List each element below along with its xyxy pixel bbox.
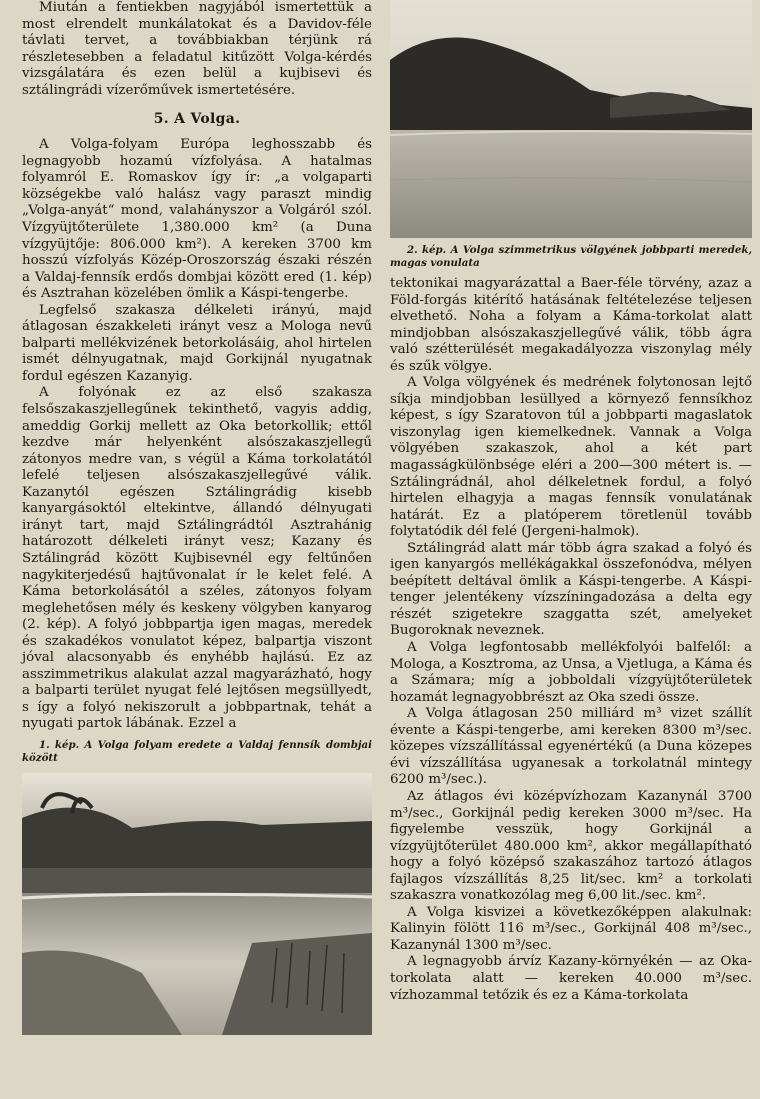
paragraph-tectonic: tektonikai magyarázattal a Baer-féle törvény, azaz a Föld-forgás kitérítő hatásának feltételezése teljesen elvethető. Noha a folyam a Káma-torkolat alatt mindjobban alsószakaszjellegűvé válik, több ágra való szétterülését megakadályozza viszonylag mély és szűk völgye. [390,276,752,374]
photo-volga-right-bank-image [390,0,752,238]
paragraph-volga-overview: A Volga-folyam Európa leghosszabb és legnagyobb hozamú vízfolyása. A hatalmas folyamról E. Romaskov így ír: „a volgaparti községekbe való halász vagy paraszt mindig „Volga-anyát“ mond, valahányszor a Volgáról szól. Vízgyüjtőterülete 1,380.000 km² (a Duna vízgyüjtője: 806.000 km²). A kereken 3700 km hosszú vízfolyás Közép-Oroszország északi részén a Valdaj-fennsík erdős dombjai között ered (1. kép) és Asztrahan közelében ömlik a Káspi-tengerbe. [22,137,372,302]
paragraph-river-sections: A folyónak ez az első szakasza felsőszakaszjellegűnek tekinthető, vagyis addig, ameddig Gorkij mellett az Oka betorkollik; ettől kezdve már helyenként alsószakaszjellegű zátonyos medre van, s végül a Káma torkolatától lefelé teljesen alsószakaszjellegűvé válik. Kazanytól egészen Sztálingrádig kisebb kanyargásoktól eltekintve, állandó délnyugati irányt tart, majd Sztálingrádtól Asztrahánig határozott délkeleti irányt vesz; Kazany és Sztálingrád között Kujbisevnél egy feltűnően nagykiterjedésű hajtűvonalat ír le kelet felé. A Káma betorkolásától a széles, zátonyos folyam meglehetősen mély és keskeny völgyben kanyarog (2. kép). A folyó jobbpartja igen magas, meredek és szakadékos vonulatot képez, balpartja viszont jóval alacsonyabb és enyhébb hajlású. Ez az asszimmetrikus alakulat azzal magyarázható, hogy a balparti terület nyugat felé lejtősen megsüllyedt, s így a folyó nekiszorult a jobbpartnak, tehát a nyugati partok lábának. Ezzel a [22,385,372,732]
paragraph-flood: A legnagyobb árvíz Kazany-környékén — az Oka-torkolata alatt — kereken 40.000 m³/sec. vízhozammal tetőzik és ez a Káma-torkolata [390,954,752,1003]
left-column [22,0,372,1035]
paragraph-discharge: A Volga átlagosan 250 milliárd m³ vizet szállít évente a Káspi-tengerbe, ami kereken 8300 m³/sec. közepes vízszállítással egyenértékű (a Duna közepes évi vízszállítása ugyanesak a torkolatnál mintegy 6200 m³/sec.). [390,706,752,788]
paragraph-valley-slope: A Volga völgyének és medrének folytonosan lejtő síkja mindjobban lesüllyed a környező fennsíkhoz képest, s így Szaratovon túl a jobbparti magaslatok viszonylag igen kiemelkednek. Vannak a Volga völgyében szakaszok, ahol a két part magasságkülönbsége eléri a 200—300 métert is. — Sztálingrádnál, ahol délkeletnek fordul, a folyó hirtelen elhagyja a magas fennsík vonulatának határát. Ez a platóperem töretlenül tovább folytatódik dél felé (Jergeni-halmok). [390,375,752,540]
photo-2-caption: 2. kép. A Volga szimmetrikus völgyének jobbparti meredek, magas vonulata [390,244,752,269]
paragraph-tributaries: A Volga legfontosabb mellékfolyói balfelől: a Mologa, a Kosztroma, az Unsa, a Vjetluga, a Káma és a Számara; míg a jobboldali vízgyüjtőterületek hozamát legnagyobbrészt az Oka szedi össze. [390,640,752,705]
photo-volga-right-bank [390,0,752,238]
paragraph-low-water: A Volga kisvizei a következőképpen alakulnak: Kalinyin fölött 116 m³/sec., Gorkijnál 408 m³/sec., Kazanynál 1300 m³/sec. [390,904,752,953]
paragraph-mean-flow: Az átlagos évi középvízhozam Kazanynál 3700 m³/sec., Gorkijnál pedig kereken 3000 m³/sec. Ha figyelembe vesszük, hogy Gorkijnál a vízgyüjtőterület 480.000 km², akkor megállapítható hogy a folyó középső szakaszához tartozó átlagos fajlagos vízszállítás 8,25 lit/sec. km² a torkolati szakaszra vonatkozólag meg 6,00 lit./sec. km². [390,788,752,904]
paragraph-delta: Sztálingrád alatt már több ágra szakad a folyó és igen kanyargós mellékágakkal összefonódva, mélyen beépített deltával ömlik a Káspi-tengerbe. A Káspi-tenger jelentékeny vízszíningadozása a delta egy részét szigetekre szaggatta szét, amelyeket Bugoroknak neveznek. [390,540,752,639]
photo-1-caption: 1. kép. A Volga folyam eredete a Valdaj fennsík dombjai között [22,738,372,764]
intro-paragraph: Miután a fentiekben nagyjából ismertettük a most elrendelt munkálatokat és a Davidov-féle távlati tervet, a továbbiakban térjünk rá részletesebben a feladatul kitűzött Volga-kérdés vizsgálatára és ezen belül a kujbisevi és sztálingrádi vízerőművek ismertetésére. [22,0,372,98]
paragraph-upper-course: Legfelső szakasza délkeleti irányú, majd átlagosan északkeleti irányt vesz a Mologa nevű balparti mellékvizének betorkolásáig, ahol hirtelen ismét délnyugatnak, majd Gorkijnál nyugatnak fordul egészen Kazanyig. [22,302,372,384]
photo-volga-source [22,773,372,1035]
section-title: 5. A Volga. [153,111,241,128]
right-column [390,0,752,1004]
photo-volga-source-image [22,773,372,1035]
